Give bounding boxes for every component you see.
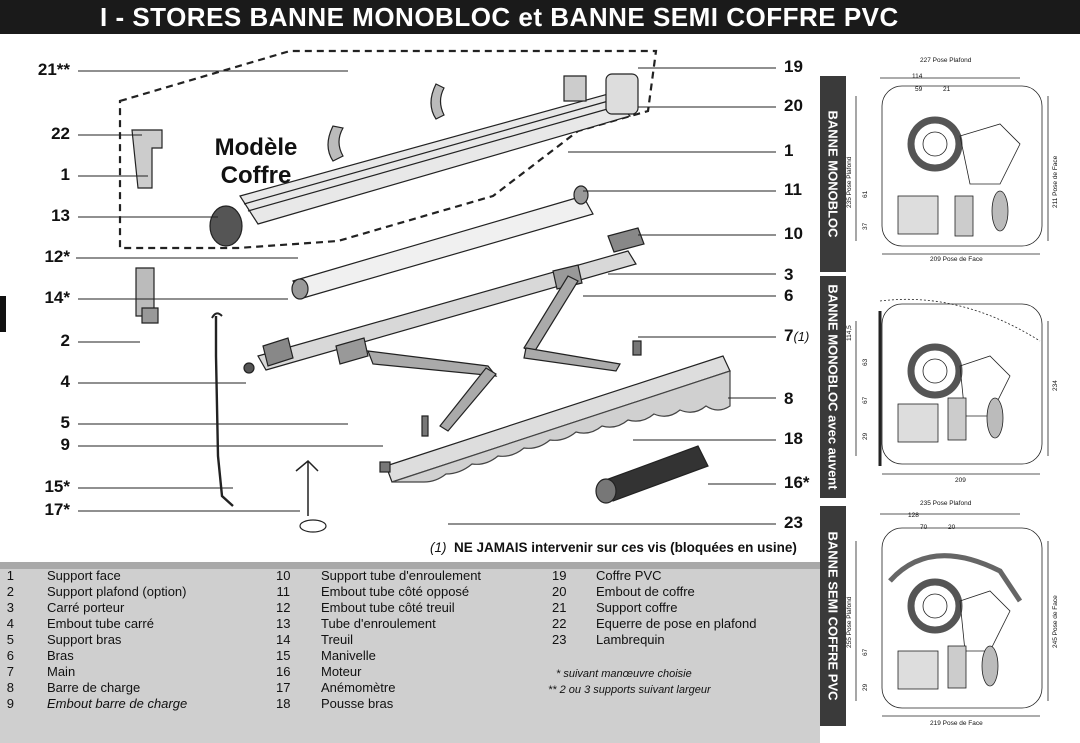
dim-label: 219 Pose de Face [930, 720, 983, 727]
diagram-drawing [8, 36, 820, 564]
cross-section-drawings [820, 36, 1080, 743]
legend-num: 23 [552, 632, 567, 647]
footnote-1: * suivant manœuvre choisie [556, 668, 692, 680]
legend-item: Embout barre de charge [47, 696, 188, 711]
callout-15: 15* [44, 477, 70, 496]
dim-label: 227 Pose Plafond [920, 57, 972, 64]
callout-13: 13 [51, 206, 70, 225]
legend-num: 1 [6, 568, 14, 583]
legend-num: 7 [6, 664, 14, 679]
warning-note-text: NE JAMAIS intervenir sur ces vis (bloquées en usine) [454, 540, 797, 555]
dim-label: 114 [912, 73, 923, 80]
modele-coffre-label [204, 134, 308, 190]
legend-num: 3 [6, 600, 14, 615]
callout-12: 12* [44, 247, 70, 266]
parts-legend [0, 562, 820, 743]
modele-label-line1: Modèle [214, 134, 298, 161]
dim-label: 209 Pose de Face [930, 256, 983, 263]
dim-label: 255 Pose Plafond [846, 596, 853, 648]
legend-item: Support tube d'enroulement [321, 568, 482, 583]
dim-label: 235 Pose Plafond [846, 156, 853, 208]
legend-num: 13 [276, 616, 291, 631]
legend-item: Manivelle [321, 648, 376, 663]
modele-label-line2: Coffre [220, 162, 292, 189]
callout-8: 8 [784, 389, 794, 408]
cross-section-panel [820, 36, 1080, 743]
legend-num: 15 [276, 648, 291, 663]
strip-label: BANNE MONOBLOC [825, 110, 841, 238]
dim-label: 61 [862, 190, 869, 198]
legend-num: 20 [552, 584, 567, 599]
legend-item: Embout tube côté treuil [321, 600, 455, 615]
callout-16: 16* [784, 473, 810, 492]
dim-label: 59 [915, 86, 923, 93]
legend-num: 16 [276, 664, 291, 679]
dim-label: 67 [862, 396, 869, 404]
legend-item: Support plafond (option) [47, 584, 187, 599]
callout-17: 17* [44, 500, 70, 519]
dim-label: 20 [948, 524, 956, 531]
legend-item: Embout tube carré [47, 616, 154, 631]
callout-4: 4 [60, 372, 70, 391]
legend-item: Main [47, 664, 76, 679]
callout-18: 18 [784, 429, 803, 448]
callout-7-number: 7 [784, 326, 794, 345]
legend-item: Treuil [321, 632, 354, 647]
dim-label: 234 [1052, 380, 1059, 391]
callout-19: 19 [784, 57, 803, 76]
callout-1-right: 1 [784, 141, 794, 160]
legend-num: 19 [552, 568, 567, 583]
legend-item: Pousse bras [321, 696, 394, 711]
legend-item: Support face [47, 568, 121, 583]
legend-num: 11 [276, 584, 290, 599]
callout-20: 20 [784, 96, 803, 115]
legend-num: 2 [6, 584, 14, 599]
callout-3: 3 [784, 265, 794, 284]
dim-label: 245 Pose de Face [1052, 595, 1059, 648]
dim-label: 21 [943, 86, 951, 93]
legend-num: 5 [6, 632, 14, 647]
callout-14: 14* [44, 288, 70, 307]
legend-item: Support bras [47, 632, 122, 647]
legend-item: Carré porteur [47, 600, 125, 615]
legend-num: 10 [276, 568, 291, 583]
dim-label: 209 [955, 477, 966, 484]
legend-item: Support coffre [596, 600, 678, 615]
callout-21: 21** [37, 60, 70, 79]
legend-item: Barre de charge [47, 680, 141, 695]
dim-label: 63 [862, 358, 869, 366]
callout-22: 22 [51, 124, 70, 143]
legend-item: Coffre PVC [596, 568, 662, 583]
callout-9: 9 [60, 435, 70, 454]
callout-23: 23 [784, 513, 803, 532]
dim-label: 211 Pose de Face [1052, 155, 1059, 208]
callout-2: 2 [60, 331, 70, 350]
dim-label: 114,5 [846, 325, 853, 341]
warning-note [430, 540, 797, 555]
dim-label: 70 [920, 524, 928, 531]
legend-item: Lambrequin [596, 632, 665, 647]
callout-7 [784, 326, 809, 346]
legend-item: Embout tube côté opposé [321, 584, 470, 599]
legend-num: 14 [276, 632, 291, 647]
callout-7-suffix: (1) [793, 329, 810, 344]
dim-label: 235 Pose Plafond [920, 500, 972, 507]
legend-num: 9 [6, 696, 14, 711]
legend-item: Moteur [321, 664, 362, 679]
strip-label: BANNE MONOBLOC avec auvent [825, 284, 841, 490]
legend-item: Equerre de pose en plafond [596, 616, 757, 631]
legend-item: Anémomètre [321, 680, 396, 695]
legend-num: 12 [276, 600, 291, 615]
legend-num: 22 [552, 616, 567, 631]
dim-label: 128 [908, 512, 919, 519]
warning-note-prefix: (1) [430, 540, 447, 555]
legend-num: 21 [552, 600, 567, 615]
dim-label: 67 [862, 648, 869, 656]
callout-10: 10 [784, 224, 803, 243]
page-edge-mark [0, 296, 6, 332]
page-header [0, 0, 1080, 34]
legend-num: 18 [276, 696, 291, 711]
callout-11: 11 [784, 180, 802, 199]
dim-label: 37 [862, 222, 869, 230]
legend-num: 6 [6, 648, 14, 663]
callout-1-left: 1 [60, 165, 70, 184]
legend-num: 4 [6, 616, 14, 631]
page-title: I - STORES BANNE MONOBLOC et BANNE SEMI COFFRE PVC [100, 2, 899, 32]
dim-label: 29 [862, 683, 869, 691]
legend-num: 17 [276, 680, 291, 695]
dim-label: 29 [862, 432, 869, 440]
legend-num: 8 [6, 680, 14, 695]
callout-5: 5 [60, 413, 70, 432]
legend-item: Embout de coffre [596, 584, 695, 599]
callout-6: 6 [784, 286, 794, 305]
strip-label: BANNE SEMI COFFRE PVC [825, 531, 841, 701]
legend-item: Bras [47, 648, 74, 663]
exploded-diagram [8, 36, 820, 564]
legend-item: Tube d'enroulement [321, 616, 436, 631]
footnote-2: ** 2 ou 3 supports suivant largeur [548, 684, 711, 696]
